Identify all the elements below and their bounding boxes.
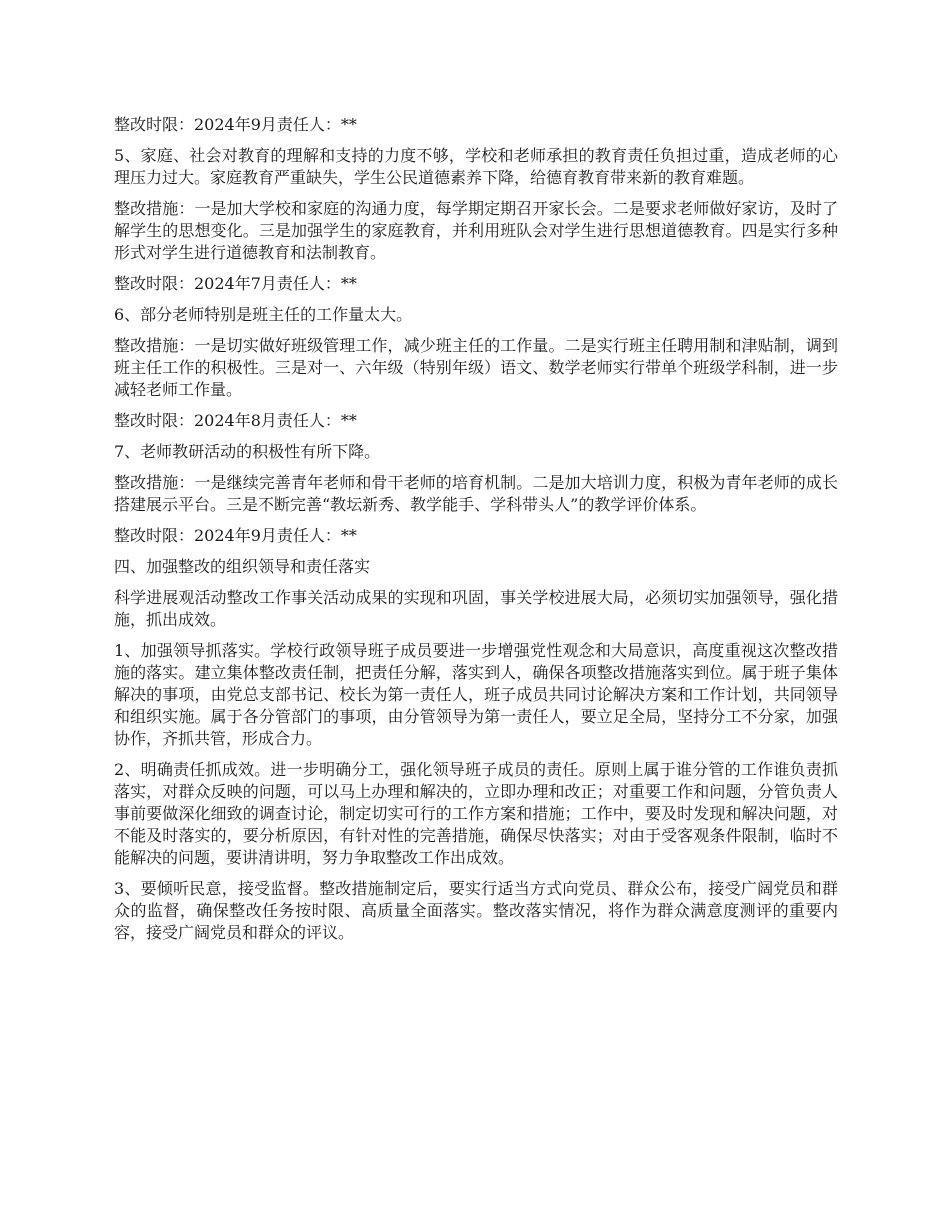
paragraph-point-1: 1、加强领导抓落实。学校行政领导班子成员要进一步增强党性观念和大局意识，高度重视这次整改措施的落实。建立集体整改责任制，把责任分解，落实到人，确保各项整改措施落实到位。属于班子集体解决的事项，由党总支部书记、校长为第一责任人，班子成员共同讨论解决方案和工作计划，共同领导和组织实施。属于各分管部门的事项，由分管领导为第一责任人，要立足全局，坚持分工不分家，加强协作，齐抓共管，形成合力。 — [114, 641, 838, 748]
paragraph-point-2: 2、明确责任抓成效。进一步明确分工，强化领导班子成员的责任。原则上属于谁分管的工作谁负责抓落实，对群众反映的问题，可以马上办理和解决的，立即办理和改正；对重要工作和问题，分管负责人事前要做深化细致的调查讨论，制定切实可行的工作方案和措施；工作中，要及时发现和解决问题，对不能及时落实的，要分析原因，有针对性的完善措施，确保尽快落实；对由于受客观条件限制，临时不能解决的问题，要讲清讲明，努力争取整改工作出成效。 — [114, 760, 838, 867]
paragraph-deadline-1: 整改时限：2024年9月责任人：** — [114, 115, 357, 134]
paragraph-deadline-5: 整改时限：2024年7月责任人：** — [114, 274, 357, 293]
paragraph-issue-7: 7、老师教研活动的积极性有所下降。 — [114, 442, 381, 461]
paragraph-point-3: 3、要倾听民意，接受监督。整改措施制定后，要实行适当方式向党员、群众公布，接受广阔党员和群众的监督，确保整改任务按时限、高质量全面落实。整改落实情况，将作为群众满意度测评的重要内容，接受广阔党员和群众的评议。 — [114, 879, 838, 942]
paragraph-measures-5: 整改措施：一是加大学校和家庭的沟通力度，每学期定期召开家长会。二是要求老师做好家访，及时了解学生的思想变化。三是加强学生的家庭教育，并利用班队会对学生进行思想道德教育。四是实行多种形式对学生进行道德教育和法制教育。 — [114, 199, 838, 262]
paragraph-issue-6: 6、部分老师特别是班主任的工作量太大。 — [114, 305, 413, 324]
paragraph-deadline-6: 整改时限：2024年8月责任人：** — [114, 411, 357, 430]
paragraph-measures-6: 整改措施：一是切实做好班级管理工作，减少班主任的工作量。二是实行班主任聘用制和津贴制，调到班主任工作的积极性。三是对一、六年级（特别年级）语文、数学老师实行带单个班级学科制，进一步减轻老师工作量。 — [114, 336, 838, 399]
paragraph-section-intro: 科学进展观活动整改工作事关活动成果的实现和巩固，事关学校进展大局，必须切实加强领导，强化措施，抓出成效。 — [114, 588, 838, 629]
paragraph-measures-7: 整改措施：一是继续完善青年老师和骨干老师的培育机制。二是加大培训力度，积极为青年老师的成长搭建展示平台。三是不断完善“教坛新秀、教学能手、学科带头人”的教学评价体系。 — [114, 473, 838, 514]
paragraph-deadline-7: 整改时限：2024年9月责任人：** — [114, 526, 357, 545]
paragraph-issue-5: 5、家庭、社会对教育的理解和支持的力度不够，学校和老师承担的教育责任负担过重，造成老师的心理压力过大。家庭教育严重缺失，学生公民道德素养下降，给德育教育带来新的教育难题。 — [114, 146, 838, 187]
section-heading-4: 四、加强整改的组织领导和责任落实 — [114, 557, 371, 576]
